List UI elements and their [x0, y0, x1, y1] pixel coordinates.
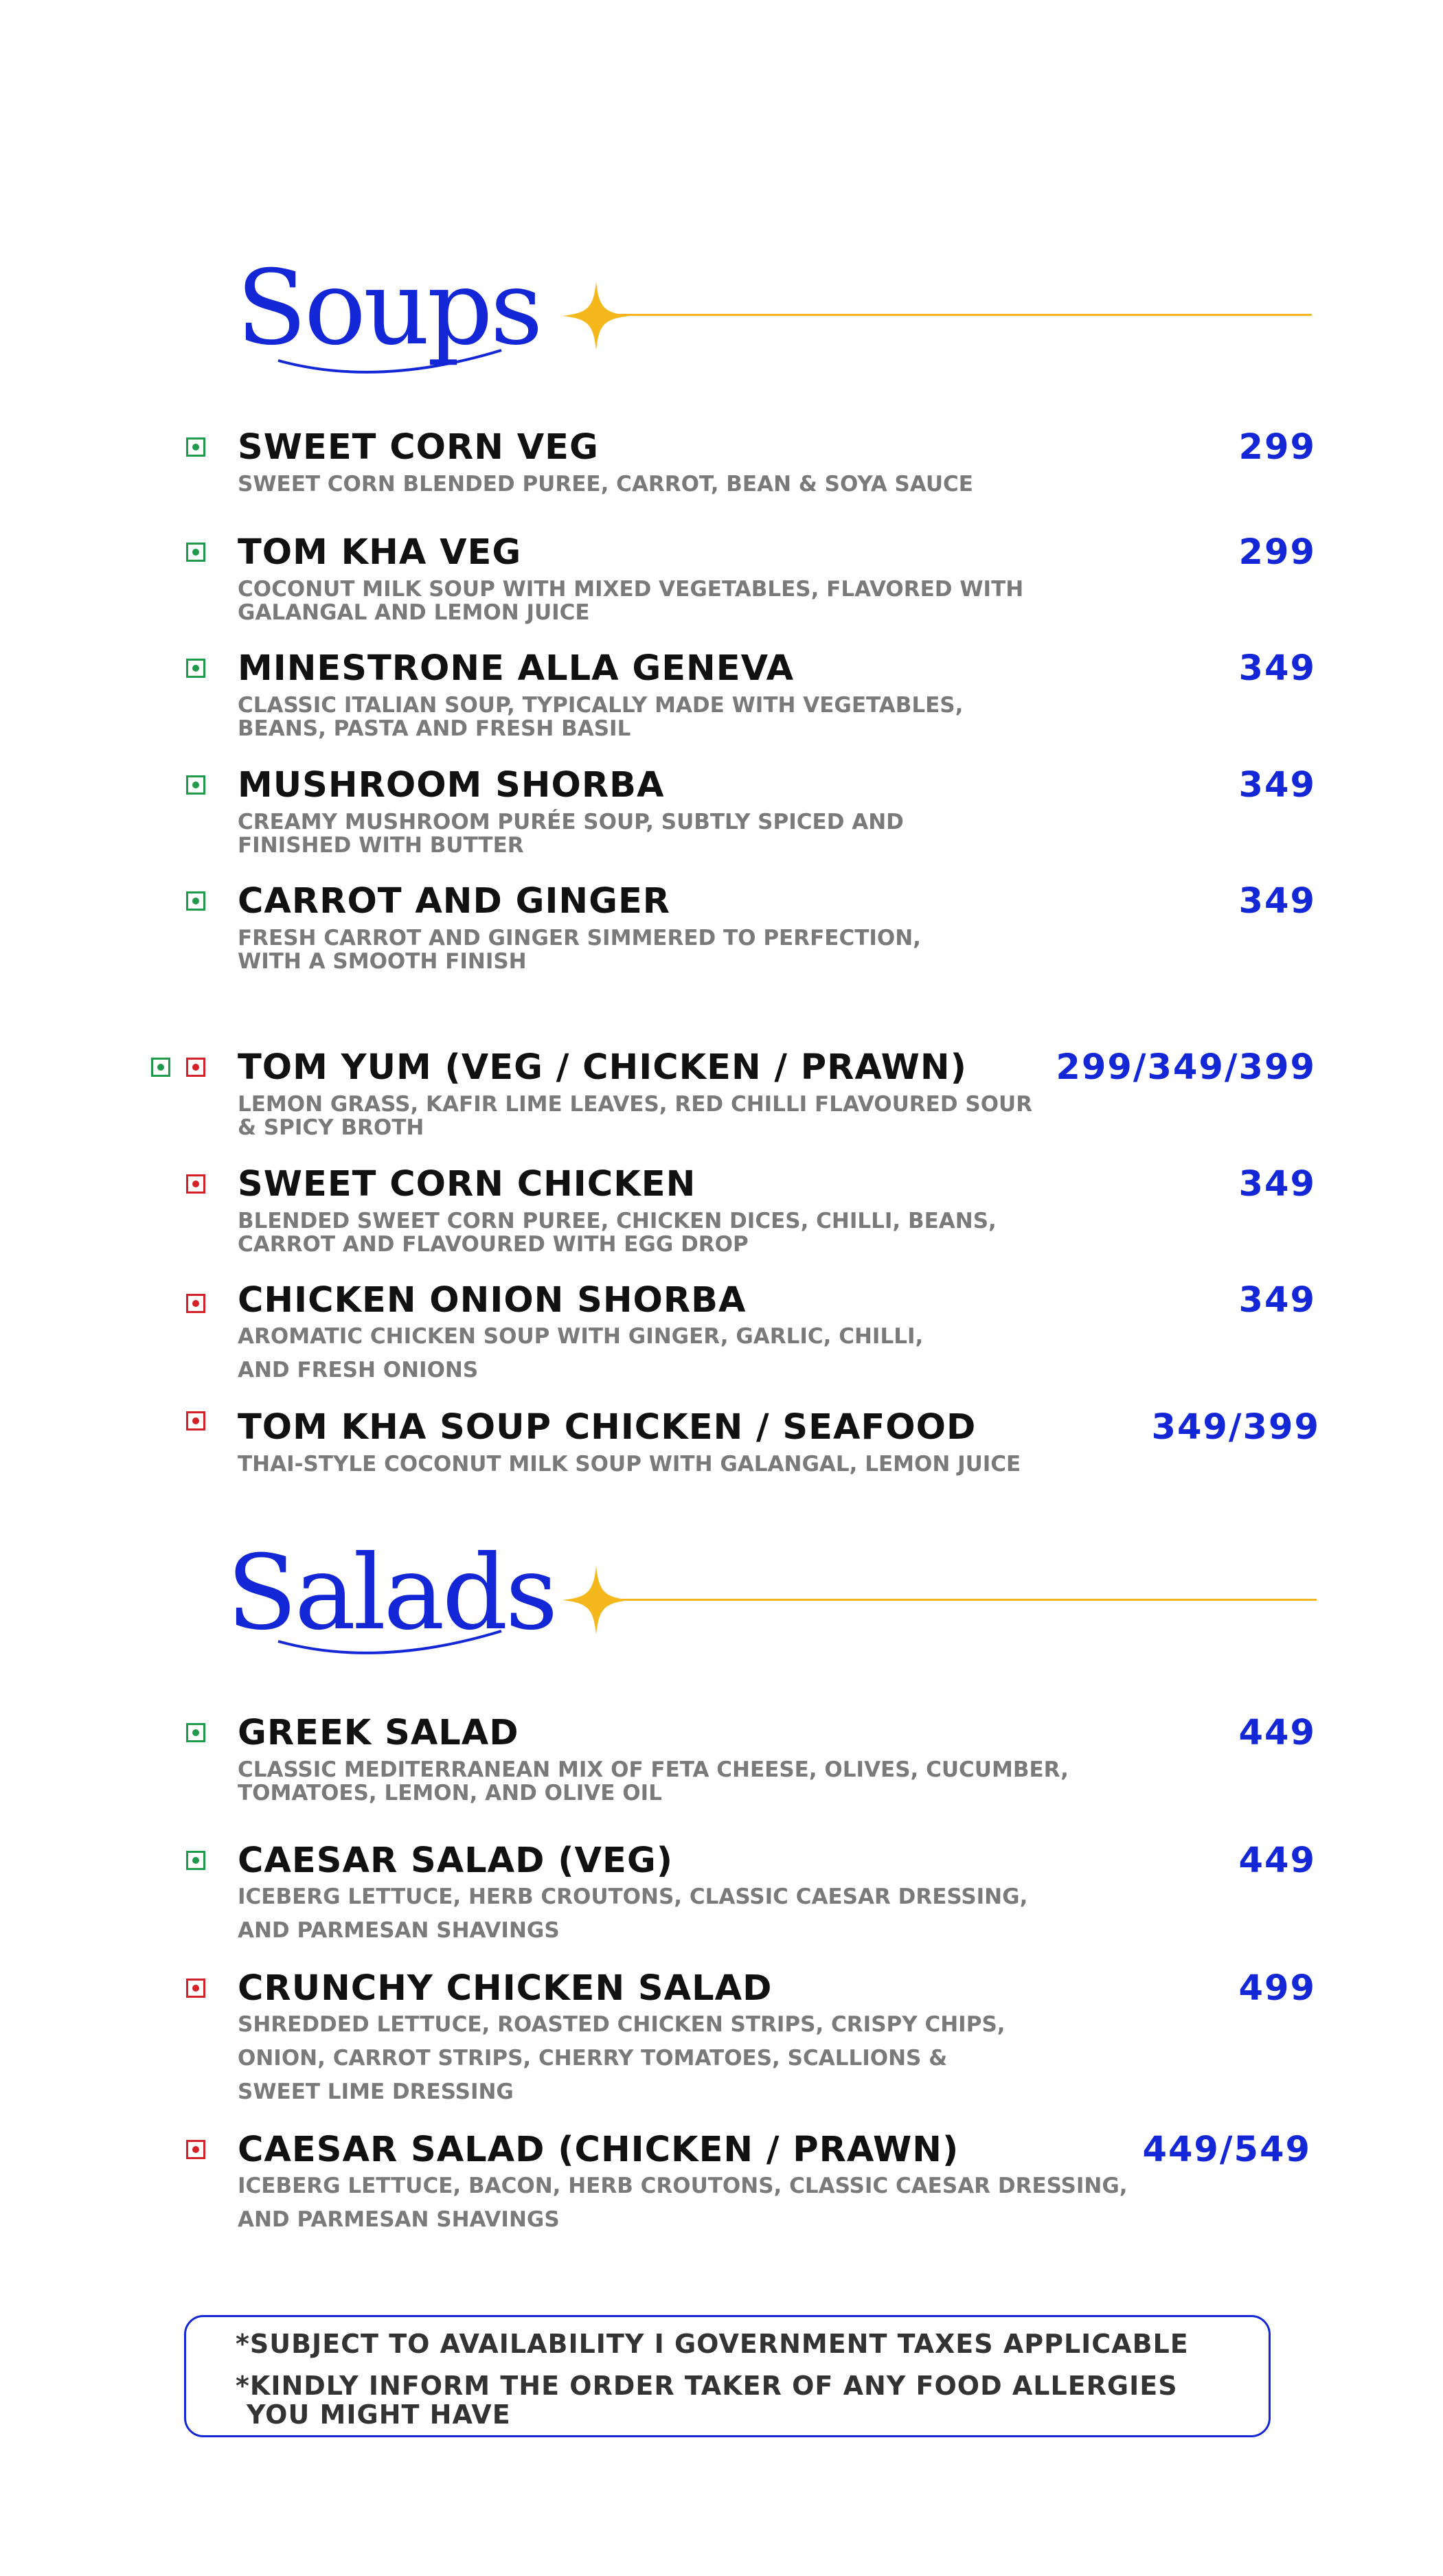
veg-indicator-icon — [186, 775, 205, 795]
item-name: SWEET CORN VEG — [238, 427, 599, 468]
item-description-line: TOMATOES, LEMON, AND OLIVE OIL — [238, 1781, 662, 1805]
veg-indicator-icon — [151, 1058, 170, 1077]
item-price: 349 — [1238, 765, 1316, 806]
item-name: TOM YUM (VEG / CHICKEN / PRAWN) — [238, 1047, 967, 1088]
item-name: MUSHROOM SHORBA — [238, 765, 665, 806]
item-name: CRUNCHY CHICKEN SALAD — [238, 1968, 773, 2009]
veg-indicator-icon — [186, 1851, 205, 1870]
item-description — [238, 694, 963, 740]
veg-indicator-icon — [186, 1723, 205, 1742]
item-price: 349 — [1238, 881, 1316, 922]
title-swash-decoration — [275, 1628, 508, 1662]
item-price: 299 — [1238, 427, 1316, 468]
item-name: CAESAR SALAD (VEG) — [238, 1840, 674, 1881]
item-description — [238, 1758, 1069, 1805]
item-name: CARROT AND GINGER — [238, 881, 671, 922]
non-veg-indicator-icon — [186, 1979, 205, 1998]
item-description-line: AND PARMESAN SHAVINGS — [238, 1918, 560, 1943]
item-description-line: GALANGAL AND LEMON JUICE — [238, 600, 590, 625]
section-divider-line — [604, 314, 1312, 316]
title-swash-decoration — [275, 347, 508, 381]
item-description — [238, 578, 1023, 624]
item-description-line: ICEBERG LETTUCE, HERB CROUTONS, CLASSIC CAESAR DRESSING, — [238, 1884, 1028, 1909]
item-description-line: SWEET CORN BLENDED PUREE, CARROT, BEAN & SOYA SAUCE — [238, 472, 973, 497]
item-description-line: THAI-STYLE COCONUT MILK SOUP WITH GALANGAL, LEMON JUICE — [238, 1452, 1021, 1477]
non-veg-indicator-icon — [186, 1174, 205, 1194]
veg-indicator-icon — [186, 659, 205, 678]
item-price: 299 — [1238, 532, 1316, 573]
item-description — [238, 1452, 1021, 1476]
non-veg-indicator-icon — [186, 1294, 205, 1313]
item-price: 349 — [1238, 648, 1316, 689]
item-description — [238, 472, 973, 496]
item-description — [238, 926, 921, 973]
sparkle-icon — [562, 282, 630, 350]
item-description — [238, 1320, 923, 1387]
notice-box — [184, 2315, 1271, 2437]
notice-line-allergies-cont: YOU MIGHT HAVE — [247, 2400, 511, 2430]
item-description-line: ONION, CARROT STRIPS, CHERRY TOMATOES, SCALLIONS & — [238, 2046, 948, 2071]
item-description-line: CARROT AND FLAVOURED WITH EGG DROP — [238, 1232, 749, 1257]
item-price: 349 — [1238, 1164, 1316, 1205]
item-description-line: COCONUT MILK SOUP WITH MIXED VEGETABLES, FLAVORED WITH — [238, 577, 1024, 602]
veg-indicator-icon — [186, 543, 205, 562]
veg-indicator-icon — [186, 437, 205, 457]
item-description — [238, 1209, 997, 1256]
item-description — [238, 1880, 1027, 1948]
item-price: 449 — [1238, 1840, 1316, 1881]
item-description-line: & SPICY BROTH — [238, 1115, 424, 1140]
item-description-line: BLENDED SWEET CORN PUREE, CHICKEN DICES, CHILLI, BEANS, — [238, 1209, 997, 1233]
item-description-line: AND PARMESAN SHAVINGS — [238, 2207, 560, 2232]
item-price: 349/399 — [1151, 1407, 1320, 1448]
item-name: GREEK SALAD — [238, 1713, 519, 1753]
item-name: CHICKEN ONION SHORBA — [238, 1280, 747, 1321]
item-name: MINESTRONE ALLA GENEVA — [238, 648, 795, 689]
item-price: 299/349/399 — [1056, 1047, 1316, 1088]
notice-line-availability: *SUBJECT TO AVAILABILITY I GOVERNMENT TAXES APPLICABLE — [236, 2329, 1189, 2359]
item-description-line: WITH A SMOOTH FINISH — [238, 949, 527, 974]
item-description — [238, 2169, 1128, 2237]
item-description-line: CLASSIC ITALIAN SOUP, TYPICALLY MADE WITH VEGETABLES, — [238, 693, 964, 718]
item-description-line: ICEBERG LETTUCE, BACON, HERB CROUTONS, CLASSIC CAESAR DRESSING, — [238, 2174, 1128, 2198]
non-veg-indicator-icon — [186, 1411, 205, 1431]
item-description-line: BEANS, PASTA AND FRESH BASIL — [238, 716, 631, 741]
item-description-line: FRESH CARROT AND GINGER SIMMERED TO PERFECTION, — [238, 926, 921, 950]
non-veg-indicator-icon — [186, 2140, 205, 2159]
non-veg-indicator-icon — [186, 1058, 205, 1077]
item-description — [238, 1093, 1032, 1139]
item-description-line: SWEET LIME DRESSING — [238, 2079, 514, 2104]
section-title-salads: Salads — [227, 1534, 556, 1653]
item-description — [238, 2008, 1005, 2109]
item-price: 349 — [1238, 1280, 1316, 1321]
item-description-line: AND FRESH ONIONS — [238, 1358, 479, 1382]
item-description-line: CREAMY MUSHROOM PURÉE SOUP, SUBTLY SPICED AND — [238, 810, 904, 834]
item-description-line: CLASSIC MEDITERRANEAN MIX OF FETA CHEESE, OLIVES, CUCUMBER, — [238, 1757, 1069, 1782]
item-price: 449/549 — [1142, 2130, 1311, 2170]
item-name: CAESAR SALAD (CHICKEN / PRAWN) — [238, 2130, 959, 2170]
item-name: SWEET CORN CHICKEN — [238, 1164, 696, 1205]
item-description-line: AROMATIC CHICKEN SOUP WITH GINGER, GARLIC, CHILLI, — [238, 1324, 924, 1349]
item-description-line: LEMON GRASS, KAFIR LIME LEAVES, RED CHILLI FLAVOURED SOUR — [238, 1092, 1033, 1117]
item-price: 449 — [1238, 1713, 1316, 1753]
item-name: TOM KHA VEG — [238, 532, 522, 573]
veg-indicator-icon — [186, 891, 205, 911]
item-name: TOM KHA SOUP CHICKEN / SEAFOOD — [238, 1407, 977, 1448]
item-description-line: SHREDDED LETTUCE, ROASTED CHICKEN STRIPS, CRISPY CHIPS, — [238, 2012, 1005, 2037]
item-description-line: FINISHED WITH BUTTER — [238, 833, 524, 858]
item-price: 499 — [1238, 1968, 1316, 2009]
item-description — [238, 810, 904, 857]
section-divider-line — [604, 1599, 1317, 1601]
section-title-soups: Soups — [236, 249, 541, 368]
notice-line-allergies: *KINDLY INFORM THE ORDER TAKER OF ANY FOOD ALLERGIES — [236, 2371, 1178, 2401]
